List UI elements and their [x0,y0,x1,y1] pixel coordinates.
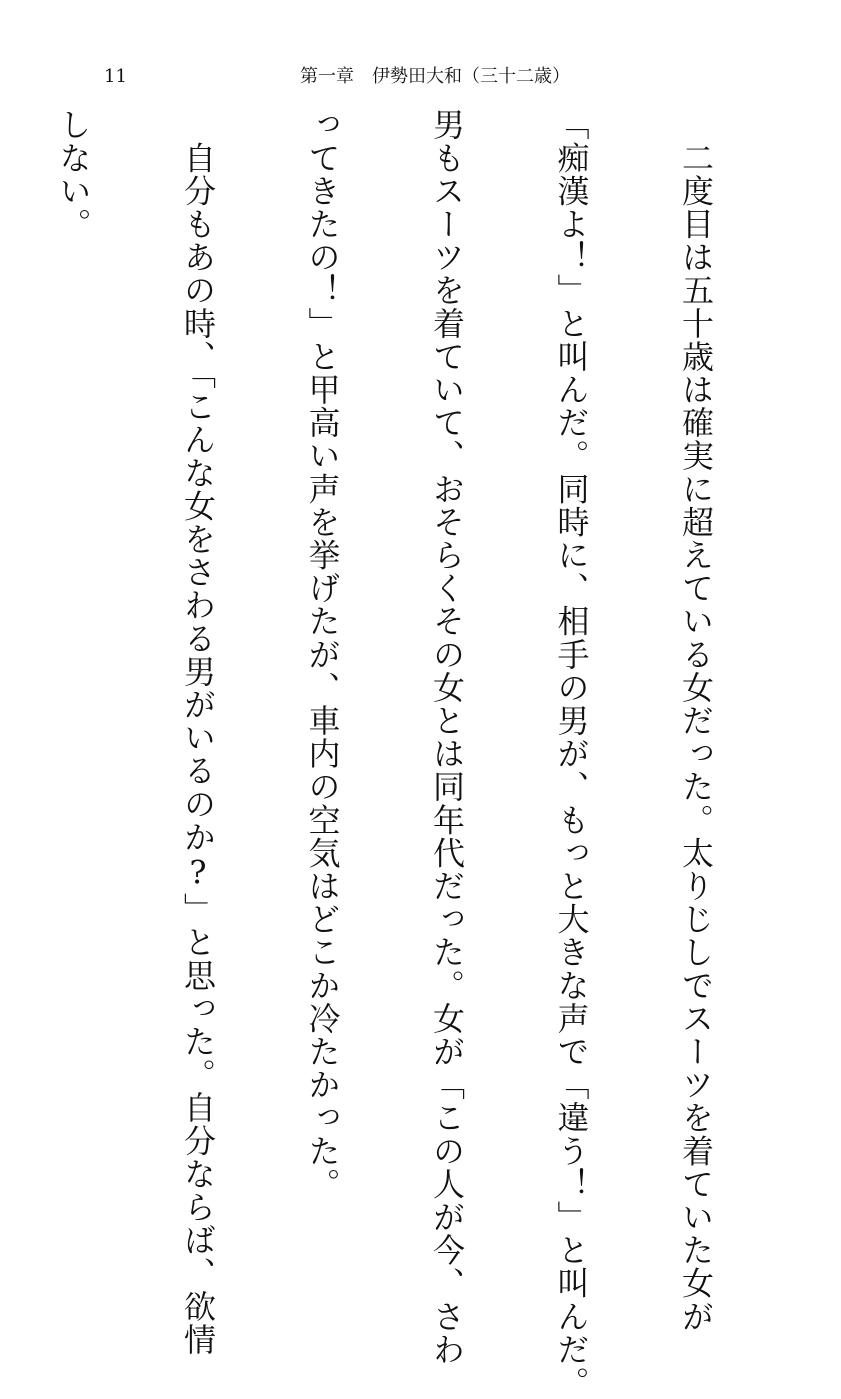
text-line: 男もスーツを着ていて、おそらくその女とは同年代だった。女が「この人が今、さわ [428,108,466,1366]
text-line: 二度目は五十歳は確実に超えている女だった。太りじしでスーツを着ていた女が [677,108,715,1333]
page-number: 11 [104,66,127,87]
running-head: 第一章 伊勢田大和（三十二歳） [300,66,570,87]
text-line: ってきたの！」と甲高い声を挙げたが、車内の空気はどこか冷たかった。 [303,108,342,1201]
body-text [0,108,799,1399]
text-line: しない。 [54,108,93,241]
text-line: 自分もあの時、「こんな女をさわる男がいるのか?」と思った。自分ならば、欲情 [179,108,217,1356]
text-line: 「痴漢よ！」と叫んだ。同時に、相手の男が、もっと大きな声で「違う！」と叫んだ。 [552,108,591,1399]
